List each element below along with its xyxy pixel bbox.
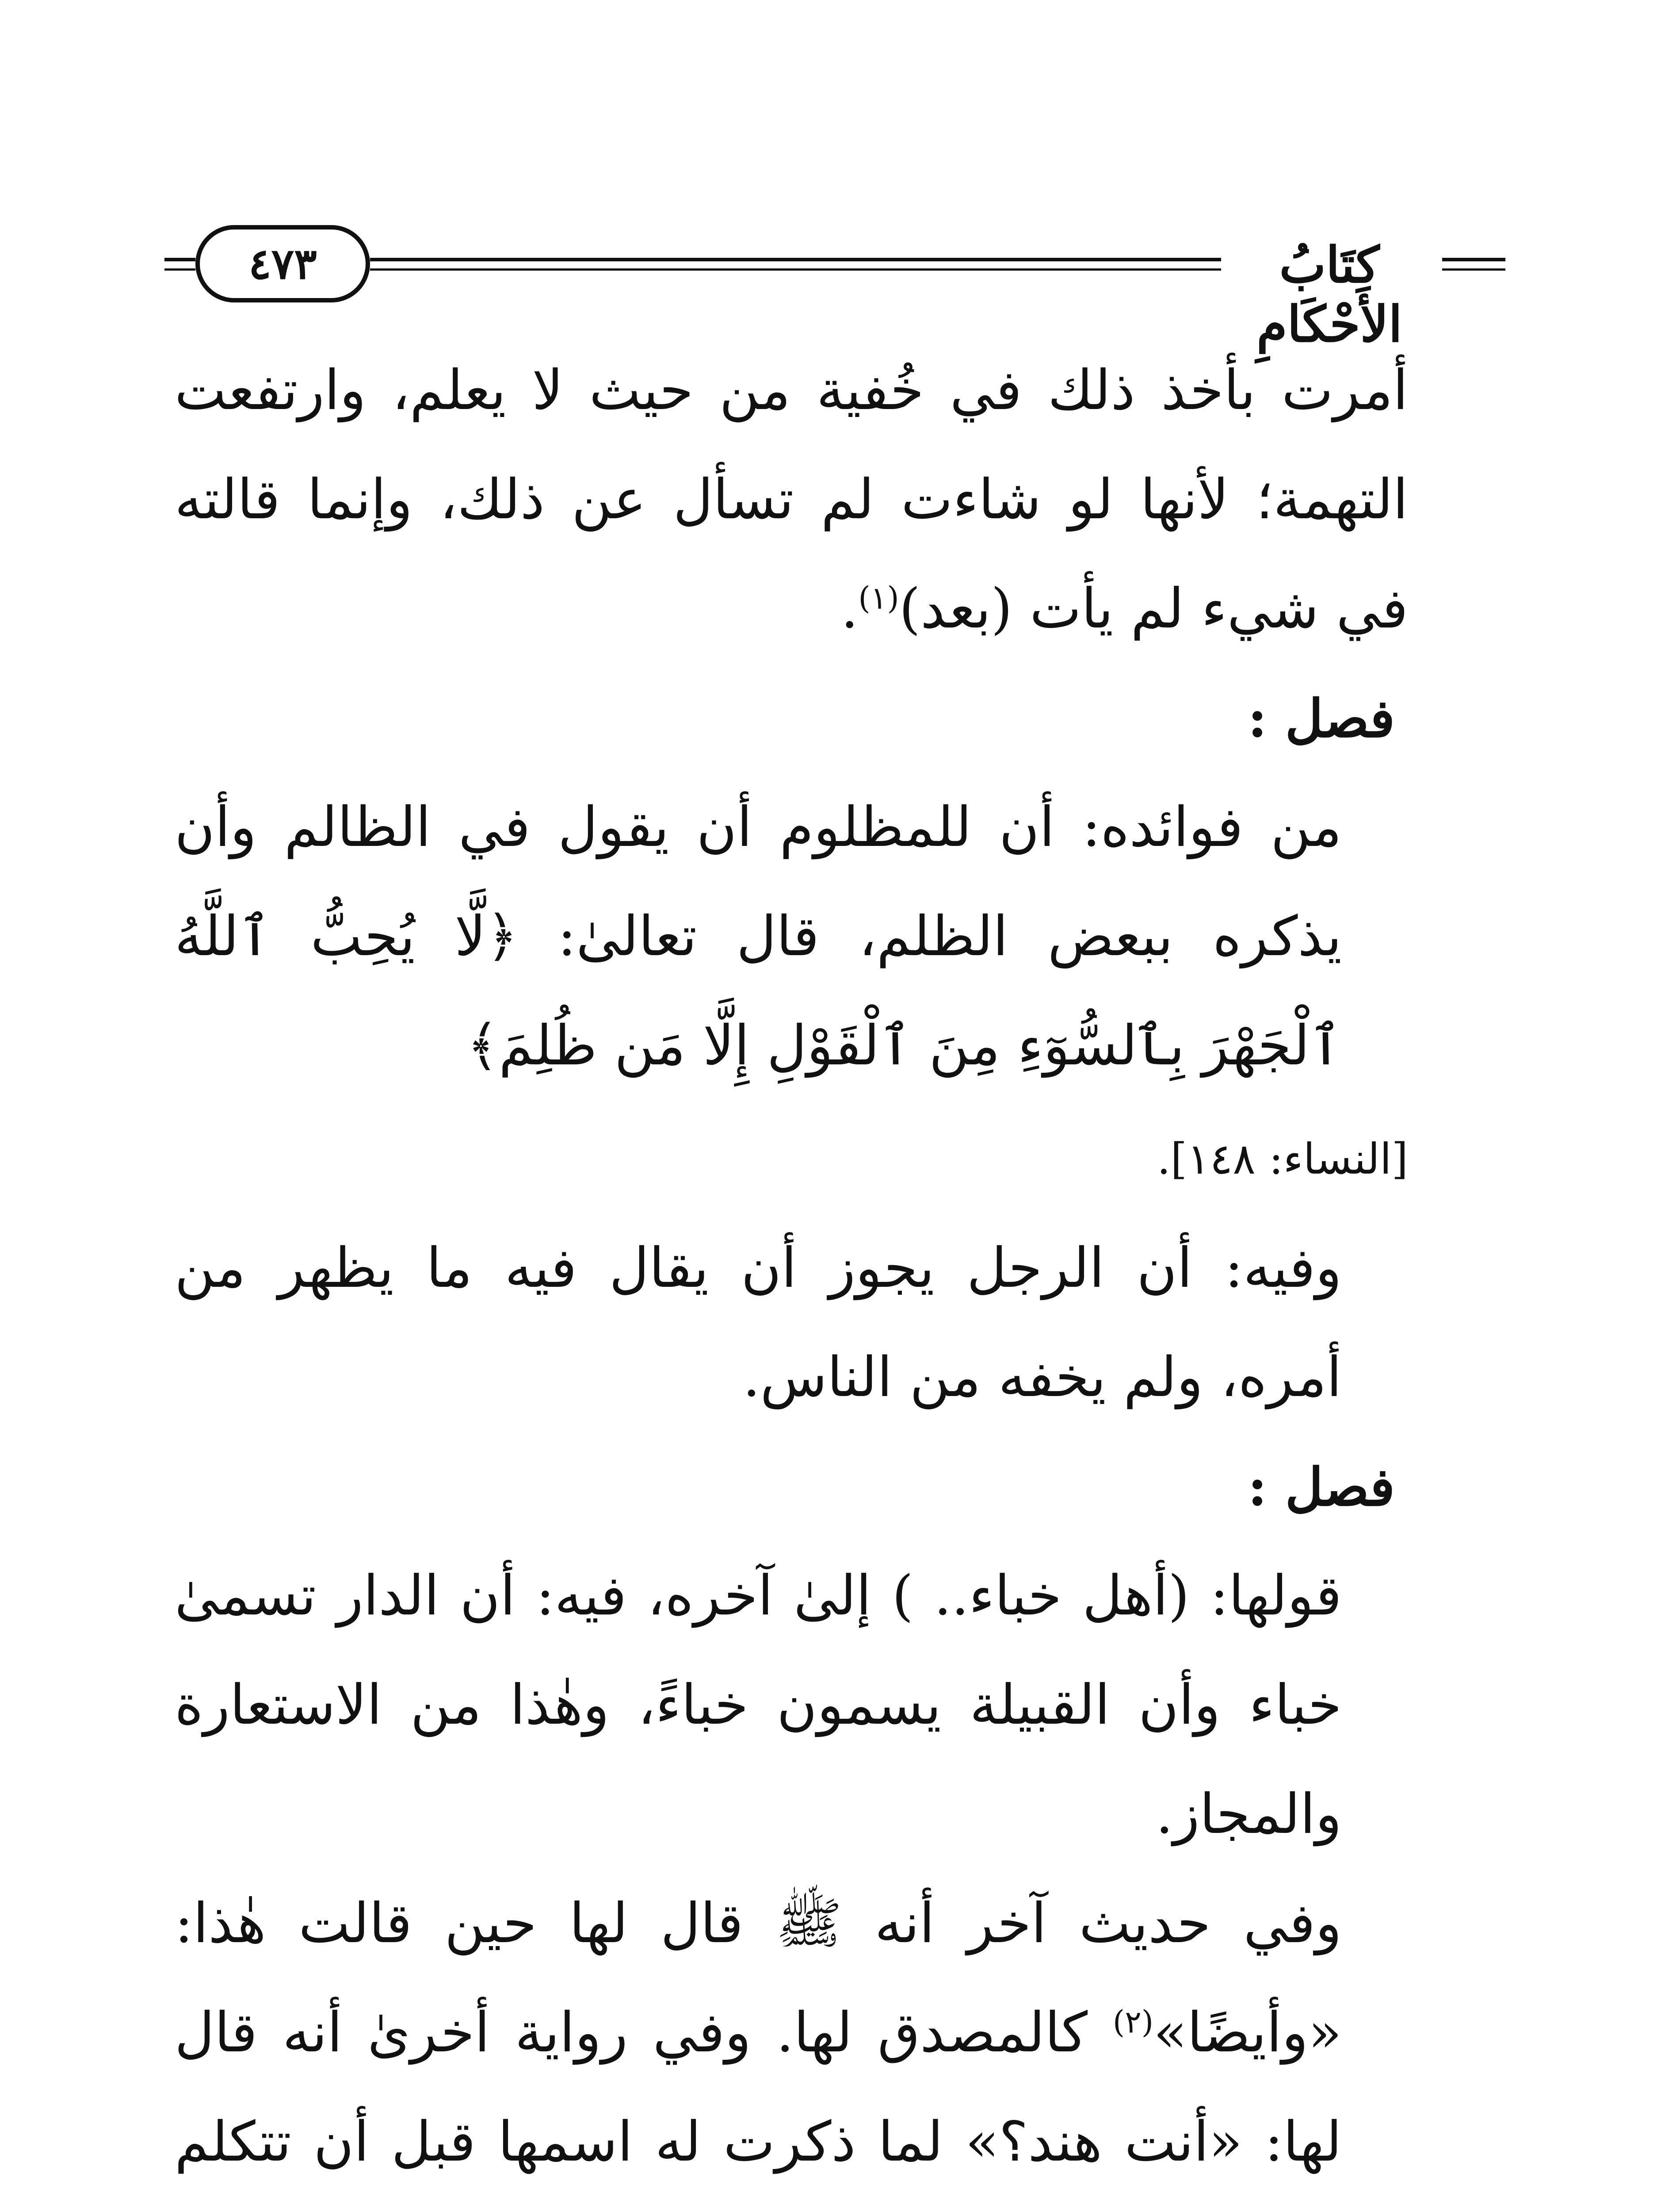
paragraph-text: قولها: (أهل خباء.. ) إلىٰ آخره، فيه: أن الدار تسمىٰ خباء وأن القبيلة يسمون خباءً، وهٰذا من الاستعارة والمجاز. (175, 1564, 1342, 1846)
paragraph-text: من فوائده: أن للمظلوم أن يقول في الظالم وأن يذكره ببعض الظلم، قال تعالىٰ: ﴿لَّا يُحِبُّ ٱللَّهُ ٱلْجَهْرَ بِٱلسُّوٓءِ مِنَ ٱلْقَوْلِ إِلَّا مَن ظُلِمَ﴾ (175, 796, 1342, 1078)
header-rule-right-thin (1442, 268, 1505, 271)
page-number: ٤٧٣ (248, 238, 317, 289)
header-rule-left-thin (164, 268, 195, 271)
paragraph-end: . (840, 577, 859, 641)
footnote-marker: (١) (858, 580, 899, 616)
page-number-badge (195, 225, 370, 302)
paragraph-text: وفيه: أن الرجل يجوز أن يقال فيه ما يظهر من أمره، ولم يخفه من الناس. (175, 1236, 1342, 1409)
paragraph-text: أمرت بأخذ ذلك في خُفية من حيث لا يعلم، وارتفعت التهمة؛ لأنها لو شاءت لم تسأل عن ذلك، وإنما قالته في شيء لم يأت (بعد) (175, 359, 1408, 641)
running-header (164, 219, 1505, 354)
paragraph (175, 1214, 1408, 1432)
paragraph-text: وفي حديث آخر أنه ﷺ قال لها حين قالت هٰذا: «وأيضًا» (175, 1892, 1342, 2065)
header-rule-left (164, 258, 195, 261)
header-rule-right (1442, 258, 1505, 261)
main-text (175, 336, 1408, 2211)
paragraph (175, 336, 1408, 664)
book-title: كِتَابُ الأحْكَامِ (1256, 236, 1402, 354)
section-heading: فصل : (1248, 688, 1395, 749)
paragraph (175, 1542, 1408, 1869)
header-rule-middle (370, 258, 1221, 261)
section-heading: فصل : (1248, 1456, 1395, 1518)
paragraph (175, 773, 1408, 1101)
quran-reference-line (175, 1101, 1408, 1214)
paragraph-text-continued: كالمصدق لها. وفي رواية أخرىٰ أنه قال لها: «أنت هند؟» لما ذكرت له اسمها قبل أن تتكلم (175, 2001, 1342, 2174)
quran-reference: [النساء: ١٤٨]. (1157, 1134, 1408, 1184)
footnote-marker: (٢) (1112, 2004, 1154, 2040)
paragraph (175, 1869, 1408, 2211)
header-rule-middle-thin (370, 268, 1221, 271)
